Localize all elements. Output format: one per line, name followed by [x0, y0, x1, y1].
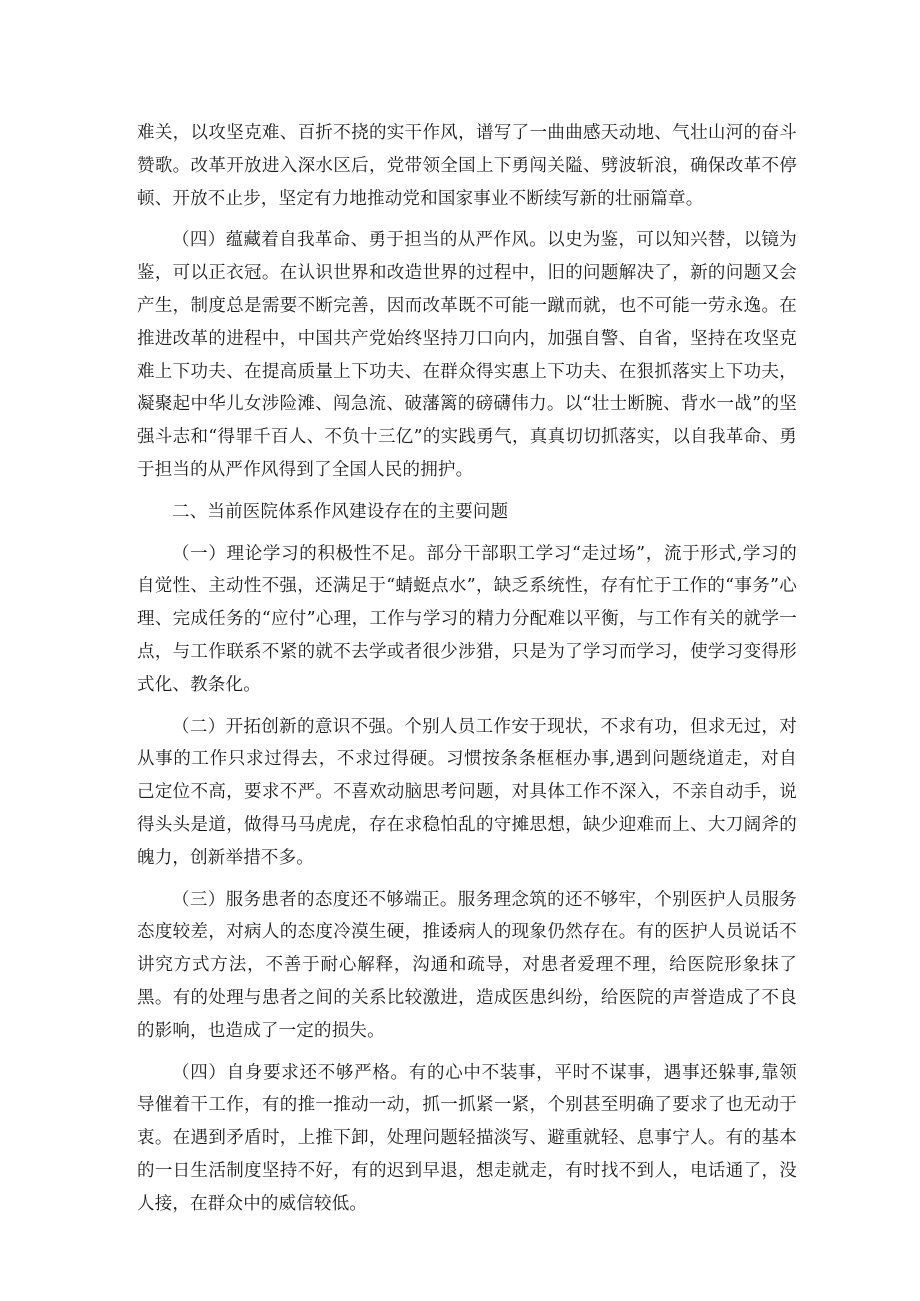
document-body [137, 117, 797, 1230]
paragraph-problem-three-service: （三）服务患者的态度还不够端正。服务理念筑的还不够牢，个别医护人员服务态度较差，对病人的态度冷漠生硬，推诿病人的现象仍然存在。有的医护人员说话不讲究方式方法，不善于耐心解释，沟通和疏导，对患者爱理不理，给医院形象抹了黑。有的处理与患者之间的关系比较激进，造成医患纠纷，给医院的声誉造成了不良的影响，也造成了一定的损失。 [137, 889, 797, 1041]
paragraph-section-four-style: （四）蕴藏着自我革命、勇于担当的从严作风。以史为鉴，可以知兴替，以镜为鉴，可以正衣冠。在认识世界和改造世界的过程中，旧的问题解决了，新的问题又会产生，制度总是需要不断完善，因而改革既不可能一蹴而就，也不可能一劳永逸。在推进改革的进程中，中国共产党始终坚持刀口向内，加强自警、自省，坚持在攻坚克难上下功夫、在提高质量上下功夫、在群众得实惠上下功夫、在狠抓落实上下功夫，凝聚起中华儿女涉险滩、闯急流、破藩篱的磅礴伟力。以“壮士断腕、背水一战”的坚强斗志和“得罪千百人、不负十三亿”的实践勇气，真真切切抓落实，以自我革命、勇于担当的从严作风得到了全国人民的拥护。 [137, 230, 797, 480]
paragraph-continuation: 难关，以攻坚克难、百折不挠的实干作风，谱写了一曲曲感天动地、气壮山河的奋斗赞歌。改革开放进入深水区后，党带领全国上下勇闯关隘、劈波斩浪，确保改革不停顿、开放不止步，坚定有力地推动党和国家事业不断续写新的壮丽篇章。 [137, 123, 797, 209]
paragraph-problem-one-study: （一）理论学习的积极性不足。部分干部职工学习“走过场”，流于形式,学习的自觉性、主动性不强，还满足于“蜻蜓点水”，缺乏系统性，存有忙于工作的“事务”心理、完成任务的“应付”心理，工作与学习的精力分配难以平衡，与工作有关的就学一点，与工作联系不紧的就不去学或者很少涉猎，只是为了学习而学习，使学习变得形式化、教条化。 [137, 543, 797, 695]
paragraph-problem-two-innovation: （二）开拓创新的意识不强。个别人员工作安于现状，不求有功，但求无过，对从事的工作只求过得去，不求过得硬。习惯按条条框框办事,遇到问题绕道走，对自己定位不高，要求不严。不喜欢动脑思考问题，对具体工作不深入，不亲自动手，说得头头是道，做得马马虎虎，存在求稳怕乱的守摊思想，缺少迎难而上、大刀阔斧的魄力，创新举措不多。 [137, 716, 797, 868]
section-heading-main-problems: 二、当前医院体系作风建设存在的主要问题 [172, 501, 509, 522]
paragraph-problem-four-discipline: （四）自身要求还不够严格。有的心中不装事，平时不谋事，遇事还躲事,靠领导催着干工作，有的推一推动一动，抓一抓紧一紧，个别甚至明确了要求了也无动于衷。在遇到矛盾时，上推下卸，处理问题轻描淡写、避重就轻、息事宁人。有的基本的一日生活制度坚持不好，有的迟到早退，想走就走，有时找不到人，电话通了，没人接，在群众中的威信较低。 [137, 1062, 797, 1214]
